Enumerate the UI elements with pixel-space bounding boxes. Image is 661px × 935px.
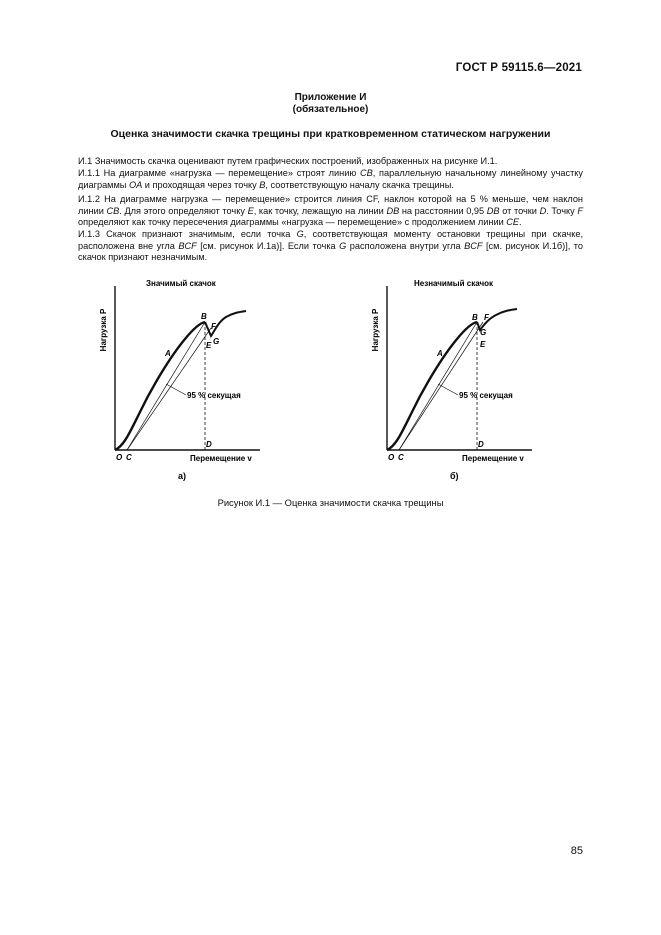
paragraph-1-2: И.1.2 На диаграмме нагрузка — перемещение» строится линия CF, наклон которой на 5 % меньше, чем наклон линии CB. Для этого определяют точку E, как точку, лежащую на линии DB на расстоянии 0,95 DB от точки D. Точку F определяют как точку пересечения диаграммы «нагрузка — перемещение» с продолжением линии CE. — [78, 194, 583, 228]
figure-b-ylabel: Нагрузка P — [371, 308, 380, 352]
figure-a-point-c: C — [126, 453, 132, 462]
section-title: Оценка значимости скачка трещины при кратковременном статическом нагружении — [110, 128, 551, 140]
figure-a-point-e: E — [206, 341, 212, 350]
figure-b-secant-leader — [438, 384, 458, 395]
standard-header: ГОСТ Р 59115.6—2021 — [455, 62, 582, 74]
figure-b-point-f: F — [484, 313, 489, 322]
figure-b-point-d: D — [478, 440, 484, 449]
figure-a-title: Значимый скачок — [146, 279, 216, 288]
figure-b — [362, 272, 542, 487]
paragraph-1-3: И.1.3 Скачок признают значимым, если точка G, соответствующая моменту остановки трещины при скачке, расположена вне угла BCF [см. рисунок И.1а)]. Если точка G расположена внутри угла BCF [см. рисунок И.1б)], то скачок признают незначимым. — [78, 229, 584, 263]
figure-a-point-a: A — [165, 349, 171, 358]
figure-b-point-e: E — [480, 340, 486, 349]
appendix-title: Приложение И — [294, 92, 367, 103]
figure-b-jump-curve — [477, 309, 517, 330]
figure-a-point-d: D — [206, 440, 212, 449]
figure-a — [90, 272, 270, 487]
figure-a-xlabel: Перемещение v — [190, 454, 252, 463]
figure-a-line-cf — [127, 328, 211, 450]
paragraph-1-1: И.1.1 На диаграмме «нагрузка — перемещение» строят линию CB, параллельную начальному линейному участку диаграммы OA и проходящая через точку B, соответствующую началу скачка трещины. — [78, 168, 583, 190]
figure-a-label: а) — [178, 471, 187, 481]
appendix-status: (обязательное) — [292, 104, 369, 115]
figure-b-load-curve — [387, 322, 477, 450]
figure-a-point-o: O — [116, 453, 123, 462]
figure-b-point-b: B — [472, 313, 478, 322]
figure-a-secant-label: 95 % секущая — [187, 391, 241, 400]
figure-a-line-cb — [127, 322, 205, 450]
figure-a-point-f: F — [211, 322, 216, 331]
figure-b-point-c: C — [398, 453, 404, 462]
figure-a-load-curve — [115, 322, 205, 450]
paragraph-1: И.1 Значимость скачка оценивают путем графических построений, изображенных на рисунке И.1. — [78, 156, 498, 166]
figure-b-point-g: G — [480, 328, 487, 337]
figure-b-point-a: A — [437, 349, 443, 358]
figure-a-point-g: G — [213, 337, 220, 346]
figure-caption: Рисунок И.1 — Оценка значимости скачка трещины — [217, 497, 444, 508]
figure-a-point-b: B — [201, 312, 207, 321]
page-number: 85 — [570, 845, 583, 857]
figure-b-label: б) — [450, 471, 459, 481]
figure-b-xlabel: Перемещение v — [462, 454, 524, 463]
figure-a-ylabel: Нагрузка P — [99, 308, 108, 352]
figure-b-title: Незначимый скачок — [414, 279, 493, 288]
figure-b-line-cb — [399, 322, 477, 450]
figure-b-point-o: O — [388, 453, 395, 462]
figure-b-secant-label: 95 % секущая — [459, 391, 513, 400]
